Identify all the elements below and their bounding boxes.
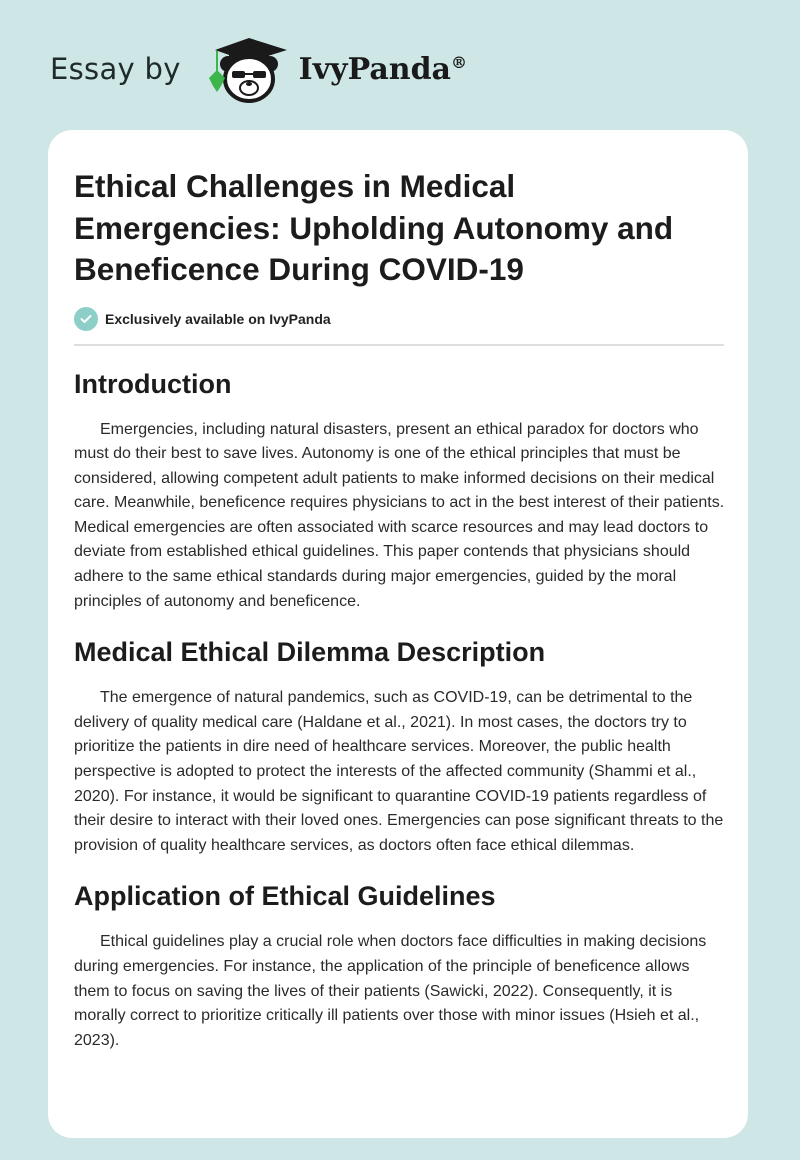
essay-card	[48, 130, 748, 1138]
section-paragraph: Ethical guidelines play a crucial role when doctors face difficulties in making decisions during emergencies. For instance, the application of the principle of beneficence allows them to focus on saving the lives of their patients (Sawicki, 2022). Consequently, it is morally correct to prioritize critically ill patients over those with minor issues (Hsieh et al., 2023).	[74, 933, 707, 1049]
divider	[74, 344, 724, 346]
brand-name	[299, 52, 467, 87]
section-heading: Medical Ethical Dilemma Description	[74, 637, 546, 668]
exclusive-badge	[74, 307, 722, 331]
section-heading: Introduction	[74, 368, 232, 399]
essay-title: Ethical Challenges in Medical Emergencies: Upholding Autonomy and Beneficence During COVID-19	[74, 168, 674, 287]
section-paragraph: The emergence of natural pandemics, such as COVID-19, can be detrimental to the delivery of quality medical care (Haldane et al., 2021). In most cases, the doctors try to prioritize the patients in dire need of healthcare services. Moreover, the public health perspective is adopted to protect the interests of the affected community (Shammi et al., 2020). For instance, it would be significant to quarantine COVID-19 patients regardless of their desire to interact with their loved ones. Emergencies can pose significant threats to the provision of quality healthcare services, as doctors often face ethical dilemmas.	[74, 689, 724, 854]
section-heading: Application of Ethical Guidelines	[74, 881, 496, 912]
essay-by-label: Essay by	[50, 52, 181, 86]
registered-mark: ®	[451, 52, 467, 72]
exclusive-badge-text: Exclusively available on IvyPanda	[105, 310, 331, 327]
check-circle-icon	[74, 307, 98, 331]
brand-text: IvyPanda	[298, 51, 451, 87]
site-header	[50, 34, 467, 104]
section-paragraph: Emergencies, including natural disasters, present an ethical paradox for doctors who must do their best to save lives. Autonomy is one of the ethical principles that must be considered, allowing competent adult patients to make informed decisions on their medical care. Meanwhile, beneficence requires physicians to act in the best interest of their patients. Medical emergencies are often associated with scarce resources and may lead doctors to deviate from established ethical guidelines. This paper contends that physicians should adhere to the same ethical standards during major emergencies, guided by the moral principles of autonomy and beneficence.	[74, 420, 725, 610]
ivypanda-logo-icon[interactable]	[203, 34, 291, 104]
